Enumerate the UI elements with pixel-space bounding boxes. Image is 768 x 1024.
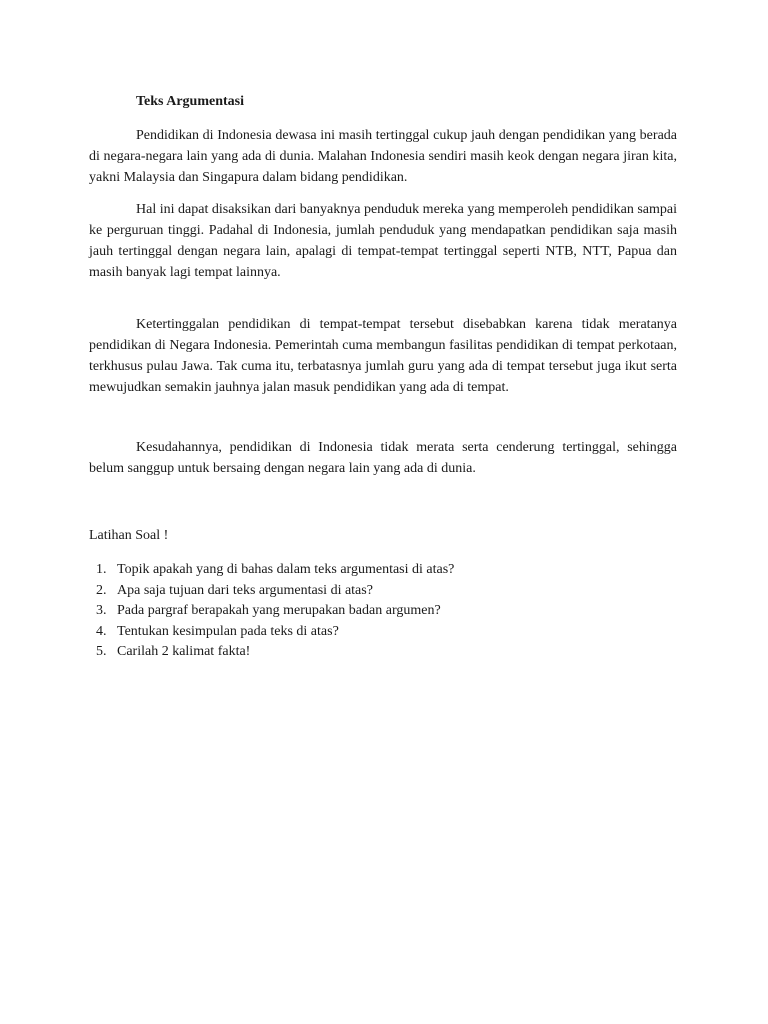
question-text: Topik apakah yang di bahas dalam teks argumentasi di atas? bbox=[117, 562, 455, 577]
question-text: Apa saja tujuan dari teks argumentasi di atas? bbox=[117, 582, 373, 598]
question-number: 2. bbox=[96, 582, 107, 598]
paragraph-4: Kesudahannya, pendidikan di Indonesia tidak merata serta cenderung tertinggal, sehingga belum sanggup untuk bersaing dengan negara lain yang ada di dunia. bbox=[89, 440, 677, 476]
paragraph-3: Ketertinggalan pendidikan di tempat-tempat tersebut disebabkan karena tidak meratanya pendidikan di Negara Indonesia. Pemerintah cuma membangun fasilitas pendidikan di tempat perkotaan, terkhusus pulau Jawa. Tak cuma itu, terbatasnya jumlah guru yang ada di tempat tersebut juga ikut serta mewujudkan semakin jauhnya jalan masuk pendidikan yang ada di tempat. bbox=[89, 317, 677, 395]
question-item bbox=[89, 581, 689, 602]
question-text: Tentukan kesimpulan pada teks di atas? bbox=[117, 623, 339, 639]
paragraph-1: Pendidikan di Indonesia dewasa ini masih tertinggal cukup jauh dengan pendidikan yang berada di negara-negara lain yang ada di dunia. Malahan Indonesia sendiri masih keok dengan negara jiran kita, yakni Malaysia dan Singapura dalam bidang pendidikan. bbox=[89, 128, 677, 185]
question-number: 3. bbox=[96, 603, 107, 618]
question-list bbox=[89, 560, 689, 663]
question-item bbox=[89, 642, 689, 663]
question-item bbox=[89, 622, 689, 643]
question-item bbox=[89, 601, 689, 622]
question-number: 4. bbox=[96, 623, 107, 639]
question-item bbox=[89, 560, 689, 581]
document-title: Teks Argumentasi bbox=[136, 94, 245, 109]
paragraph-2: Hal ini dapat disaksikan dari banyaknya penduduk mereka yang memperoleh pendidikan sampai ke perguruan tinggi. Padahal di Indonesia, jumlah penduduk yang mendapatkan pendidikan saja masih jauh tertinggal dengan negara lain, apalagi di tempat-tempat tertinggal seperti NTB, NTT, Papua dan masih banyak lagi tempat lainnya. bbox=[89, 202, 677, 280]
question-number: 5. bbox=[96, 644, 107, 659]
question-text: Pada pargraf berapakah yang merupakan badan argumen? bbox=[117, 603, 441, 618]
exercise-heading: Latihan Soal ! bbox=[89, 528, 169, 543]
question-number: 1. bbox=[96, 562, 107, 577]
question-text: Carilah 2 kalimat fakta! bbox=[117, 644, 251, 659]
